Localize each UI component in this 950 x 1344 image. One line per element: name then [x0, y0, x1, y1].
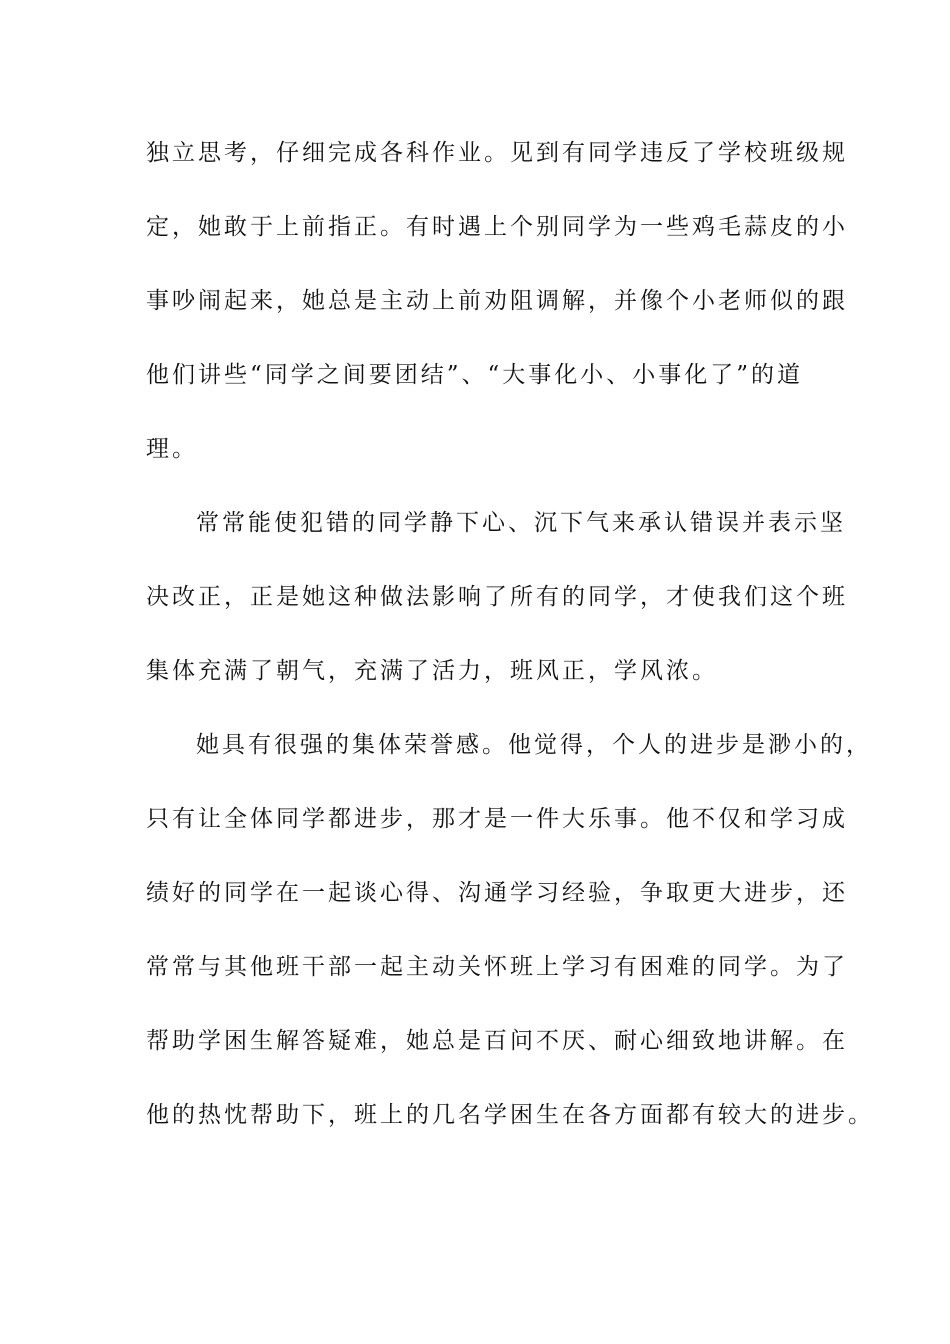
text-line: 他的热忱帮助下，班上的几名学困生在各方面都有较大的进步。	[146, 1102, 874, 1128]
text-line: 理。	[146, 436, 198, 462]
text-line: 绩好的同学在一起谈心得、沟通学习经验，争取更大进步，还	[146, 880, 848, 906]
paragraph-3	[146, 722, 874, 1166]
text-line: 她具有很强的集体荣誉感。他觉得，个人的进步是渺小的，	[196, 732, 872, 758]
text-line: 独立思考，仔细完成各科作业。见到有同学违反了学校班级规	[146, 140, 848, 166]
text-line: 他们讲些“同学之间要团结”、“大事化小、小事化了”的道	[146, 362, 804, 388]
text-line: 事吵闹起来，她总是主动上前劝阻调解，并像个小老师似的跟	[146, 288, 848, 314]
paragraph-2	[146, 500, 848, 722]
text-line: 决改正，正是她这种做法影响了所有的同学，才使我们这个班	[146, 584, 848, 610]
body-text	[146, 130, 874, 1166]
text-line: 帮助学困生解答疑难，她总是百问不厌、耐心细致地讲解。在	[146, 1028, 848, 1054]
text-line: 集体充满了朝气，充满了活力，班风正，学风浓。	[146, 658, 718, 684]
text-line: 常常与其他班干部一起主动关怀班上学习有困难的同学。为了	[146, 954, 848, 980]
text-line: 定，她敢于上前指正。有时遇上个别同学为一些鸡毛蒜皮的小	[146, 214, 848, 240]
text-line: 常常能使犯错的同学静下心、沉下气来承认错误并表示坚	[196, 510, 846, 536]
text-line: 只有让全体同学都进步，那才是一件大乐事。他不仅和学习成	[146, 806, 848, 832]
paragraph-1	[146, 130, 848, 500]
